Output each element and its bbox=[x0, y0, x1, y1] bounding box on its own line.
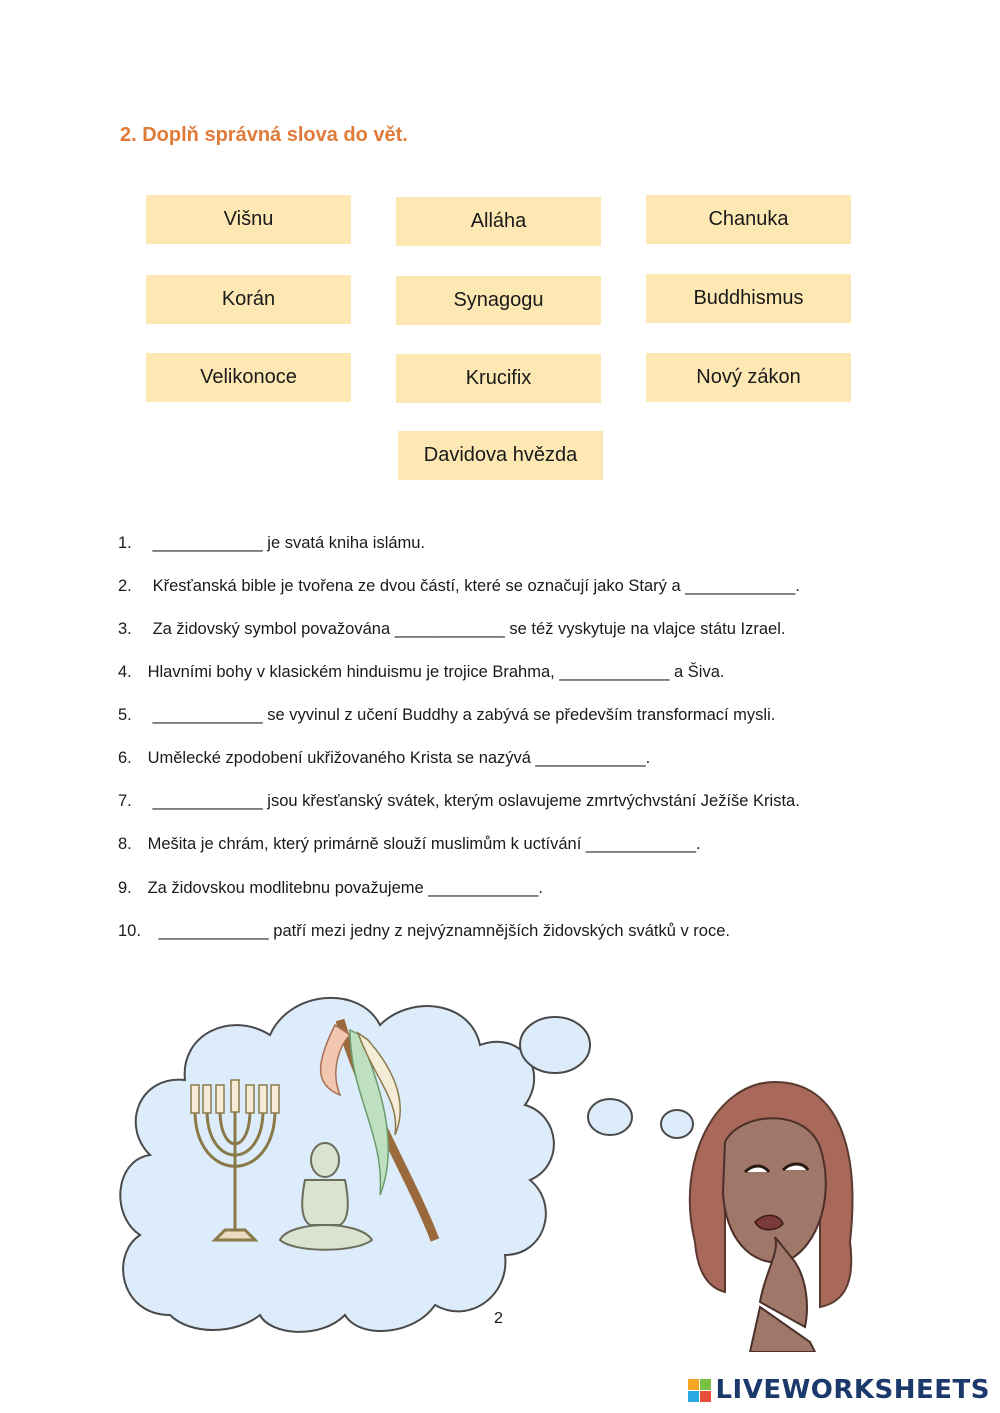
sentence-text: ____________ se vyvinul z učení Buddhy a zabývá se především transformací mysli. bbox=[152, 706, 776, 724]
thought-bubble-small bbox=[661, 1110, 693, 1138]
word-card-synagogu[interactable]: Synagogu bbox=[396, 276, 601, 325]
liveworksheets-logo-icon bbox=[688, 1379, 711, 1402]
sentence-number: 4. bbox=[118, 663, 132, 681]
sentence-5[interactable] bbox=[118, 706, 898, 725]
sentence-text: Umělecké zpodobení ukřižovaného Krista se nazývá ____________. bbox=[147, 749, 651, 767]
sentence-7[interactable] bbox=[118, 792, 898, 811]
sentence-number: 7. bbox=[118, 792, 132, 810]
sentence-number: 5. bbox=[118, 706, 132, 724]
thought-cloud-illustration bbox=[110, 985, 670, 1345]
sentence-text: Za židovskou modlitebnu považujeme ____________. bbox=[147, 879, 543, 897]
sentence-number: 2. bbox=[118, 577, 132, 595]
sentence-number: 9. bbox=[118, 879, 132, 897]
word-card-chanuka[interactable]: Chanuka bbox=[646, 195, 851, 244]
sentence-text: Křesťanská bible je tvořena ze dvou částí, které se označují jako Starý a ____________. bbox=[152, 577, 800, 595]
sentence-number: 10. bbox=[118, 922, 141, 940]
word-card-krucifix[interactable]: Krucifix bbox=[396, 354, 601, 403]
sentence-text: ____________ patří mezi jedny z nejvýznamnějších židovských svátků v roce. bbox=[158, 922, 730, 940]
exercise-heading: 2. Doplň správná slova do vět. bbox=[120, 124, 408, 146]
thought-bubble-large bbox=[520, 1017, 590, 1073]
sentence-number: 3. bbox=[118, 620, 132, 638]
sentence-text: Hlavními bohy v klasickém hinduismu je trojice Brahma, ____________ a Šiva. bbox=[147, 663, 725, 681]
sentence-9[interactable] bbox=[118, 879, 898, 898]
sentence-2[interactable] bbox=[118, 577, 898, 596]
sentence-1[interactable] bbox=[118, 534, 898, 553]
sentence-6[interactable] bbox=[118, 749, 898, 768]
menorah-candles-icon bbox=[191, 1080, 279, 1113]
sentence-8[interactable] bbox=[118, 835, 898, 854]
sentence-number: 1. bbox=[118, 534, 132, 552]
sentence-3[interactable] bbox=[118, 620, 898, 639]
sentence-text: Za židovský symbol považována ____________ se též vyskytuje na vlajce státu Izrael. bbox=[152, 620, 786, 638]
sentence-number: 8. bbox=[118, 835, 132, 853]
word-card-buddhismus[interactable]: Buddhismus bbox=[646, 274, 851, 323]
word-card-koran[interactable]: Korán bbox=[146, 275, 351, 324]
liveworksheets-brand: LIVEWORKSHEETS bbox=[715, 1375, 990, 1405]
sentence-text: Mešita je chrám, který primárně slouží muslimům k uctívání ____________. bbox=[147, 835, 701, 853]
sentence-text: ____________ je svatá kniha islámu. bbox=[152, 534, 426, 552]
word-card-davidova-hvezda[interactable]: Davidova hvězda bbox=[398, 431, 603, 480]
sentence-text: ____________ jsou křesťanský svátek, kterým oslavujeme zmrtvýchvstání Ježíše Krista. bbox=[152, 792, 800, 810]
sentence-number: 6. bbox=[118, 749, 132, 767]
thinking-girl-illustration bbox=[655, 1072, 875, 1352]
thought-bubble-medium bbox=[588, 1099, 632, 1135]
face bbox=[723, 1118, 826, 1262]
sentence-4[interactable] bbox=[118, 663, 898, 682]
word-card-novy-zakon[interactable]: Nový zákon bbox=[646, 353, 851, 402]
page-number: 2 bbox=[494, 1310, 503, 1327]
sentence-10[interactable] bbox=[118, 922, 898, 941]
liveworksheets-footer[interactable] bbox=[688, 1375, 990, 1405]
word-card-allaha[interactable]: Alláha bbox=[396, 197, 601, 246]
word-card-visnu[interactable]: Višnu bbox=[146, 195, 351, 244]
word-card-velikonoce[interactable]: Velikonoce bbox=[146, 353, 351, 402]
